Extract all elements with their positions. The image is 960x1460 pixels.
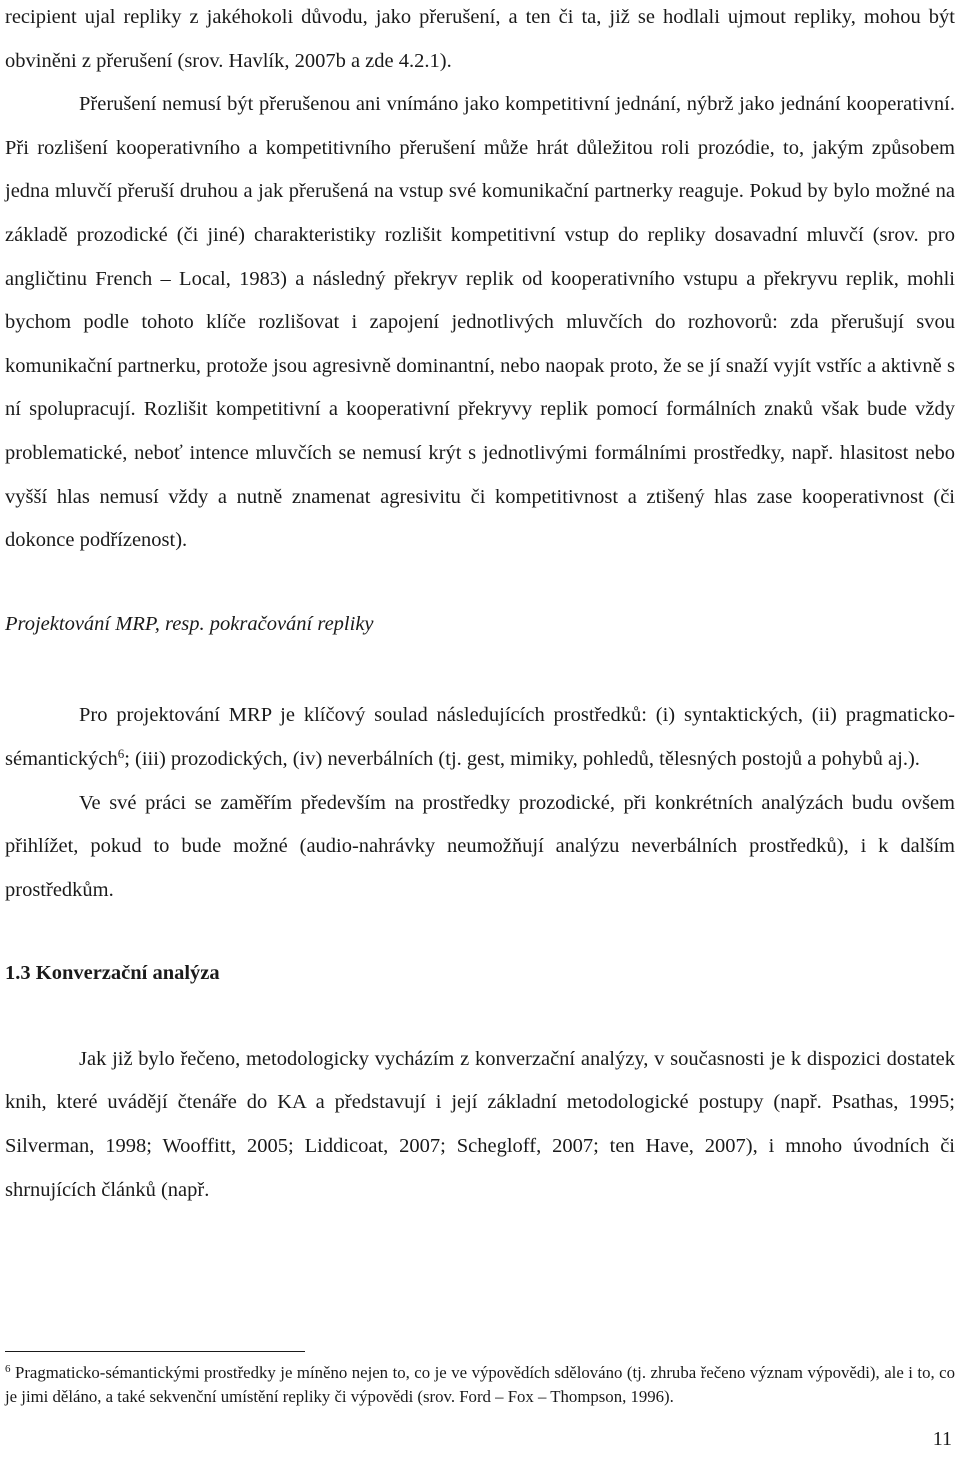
page-body bbox=[5, 0, 955, 1212]
paragraph-mrp-text-end: ; (iii) prozodických, (iv) neverbálních (tj. gest, mimiky, pohledů, tělesných postojů a pohybů aj.). bbox=[124, 747, 920, 770]
paragraph-prosodic-focus: Ve své práci se zaměřím především na prostředky prozodické, při konkrétních analýzách budu ovšem přihlížet, pokud to bude možné (audio-nahrávky neumožňují analýzu neverbálních prostředků), i k dalším prostředkům. bbox=[5, 791, 955, 901]
footnote-ref-6[interactable]: 6 bbox=[117, 745, 125, 761]
footnote-text: Pragmaticko-sémantickými prostředky je míněno nejen to, co je ve výpovědích sdělováno (tj. zhruba řečeno význam výpovědi), ale i to, co je jimi děláno, a také sekvenční umístění repliky či výpovědi (srov. Ford – Fox – Thompson, 1996). bbox=[5, 1363, 955, 1406]
page-number: 11 bbox=[932, 1428, 952, 1450]
footnote-number: 6 bbox=[5, 1363, 11, 1375]
paragraph-cooperative-interruption: Přerušení nemusí být přerušenou ani vnímáno jako kompetitivní jednání, nýbrž jako jednání kooperativní. Při rozlišení kooperativního a kompetitivního přerušení může hrát důležitou roli prozódie, to, jakým způsobem jedna mluvčí přeruší druhou a jak přerušená na vstup své komunikační partnerky reaguje. Pokud by bylo možné na základě prozodické (či jiné) charakteristiky rozlišit kompetitivní vstup do repliky dosavadní mluvčí (srov. pro angličtinu French – Local, 1983) a následný překryv replik od kooperativního vstupu a překryvu replik, mohli bychom podle tohoto klíče rozlišovat i zapojení jednotlivých mluvčích do rozhovorů: zda přerušují svou komunikační partnerku, protože jsou agresivně dominantní, nebo naopak proto, že se jí snaží vyjít vstříc a aktivně s ní spolupracují. Rozlišit kompetitivní a kooperativní překryvy replik pomocí formálních znaků však bude vždy problematické, neboť intence mluvčích se nemusí krýt s jednotlivými formálními prostředky, např. hlasitost nebo vyšší hlas nemusí vždy a nutně znamenat agresivitu či kompetitivnost a ztišený hlas zase kooperativnost (či dokonce podřízenost). bbox=[5, 93, 955, 552]
paragraph-mrp-text-start: Pro projektování MRP je klíčový soulad následujících prostředků: (i) syntaktických, (ii) pragmaticko-sémantických bbox=[5, 704, 955, 770]
footnote-6 bbox=[5, 1361, 955, 1408]
paragraph-ka-methodology: Jak již bylo řečeno, metodologicky vycházím z konverzační analýzy, v současnosti je k dispozici dostatek knih, které uvádějí čtenáře do KA a představují i její základní metodologické postupy (např. Psathas, 1995; Silverman, 1998; Wooffitt, 2005; Liddicoat, 2007; Schegloff, 2007; ten Have, 2007), i mnoho úvodních či shrnujících článků (např. bbox=[5, 1047, 955, 1201]
section-heading-mrp: Projektování MRP, resp. pokračování repliky bbox=[5, 612, 374, 635]
section-heading-conversation-analysis: 1.3 Konverzační analýza bbox=[5, 962, 220, 985]
paragraph-interruption-accusation: recipient ujal repliky z jakéhokoli důvodu, jako přerušení, a ten či ta, již se hodlali ujmout repliky, mohou být obviněni z přerušení (srov. Havlík, 2007b a zde 4.2.1). bbox=[5, 6, 955, 72]
footnote-separator bbox=[5, 1351, 305, 1352]
paragraph-mrp-projection bbox=[5, 694, 955, 781]
